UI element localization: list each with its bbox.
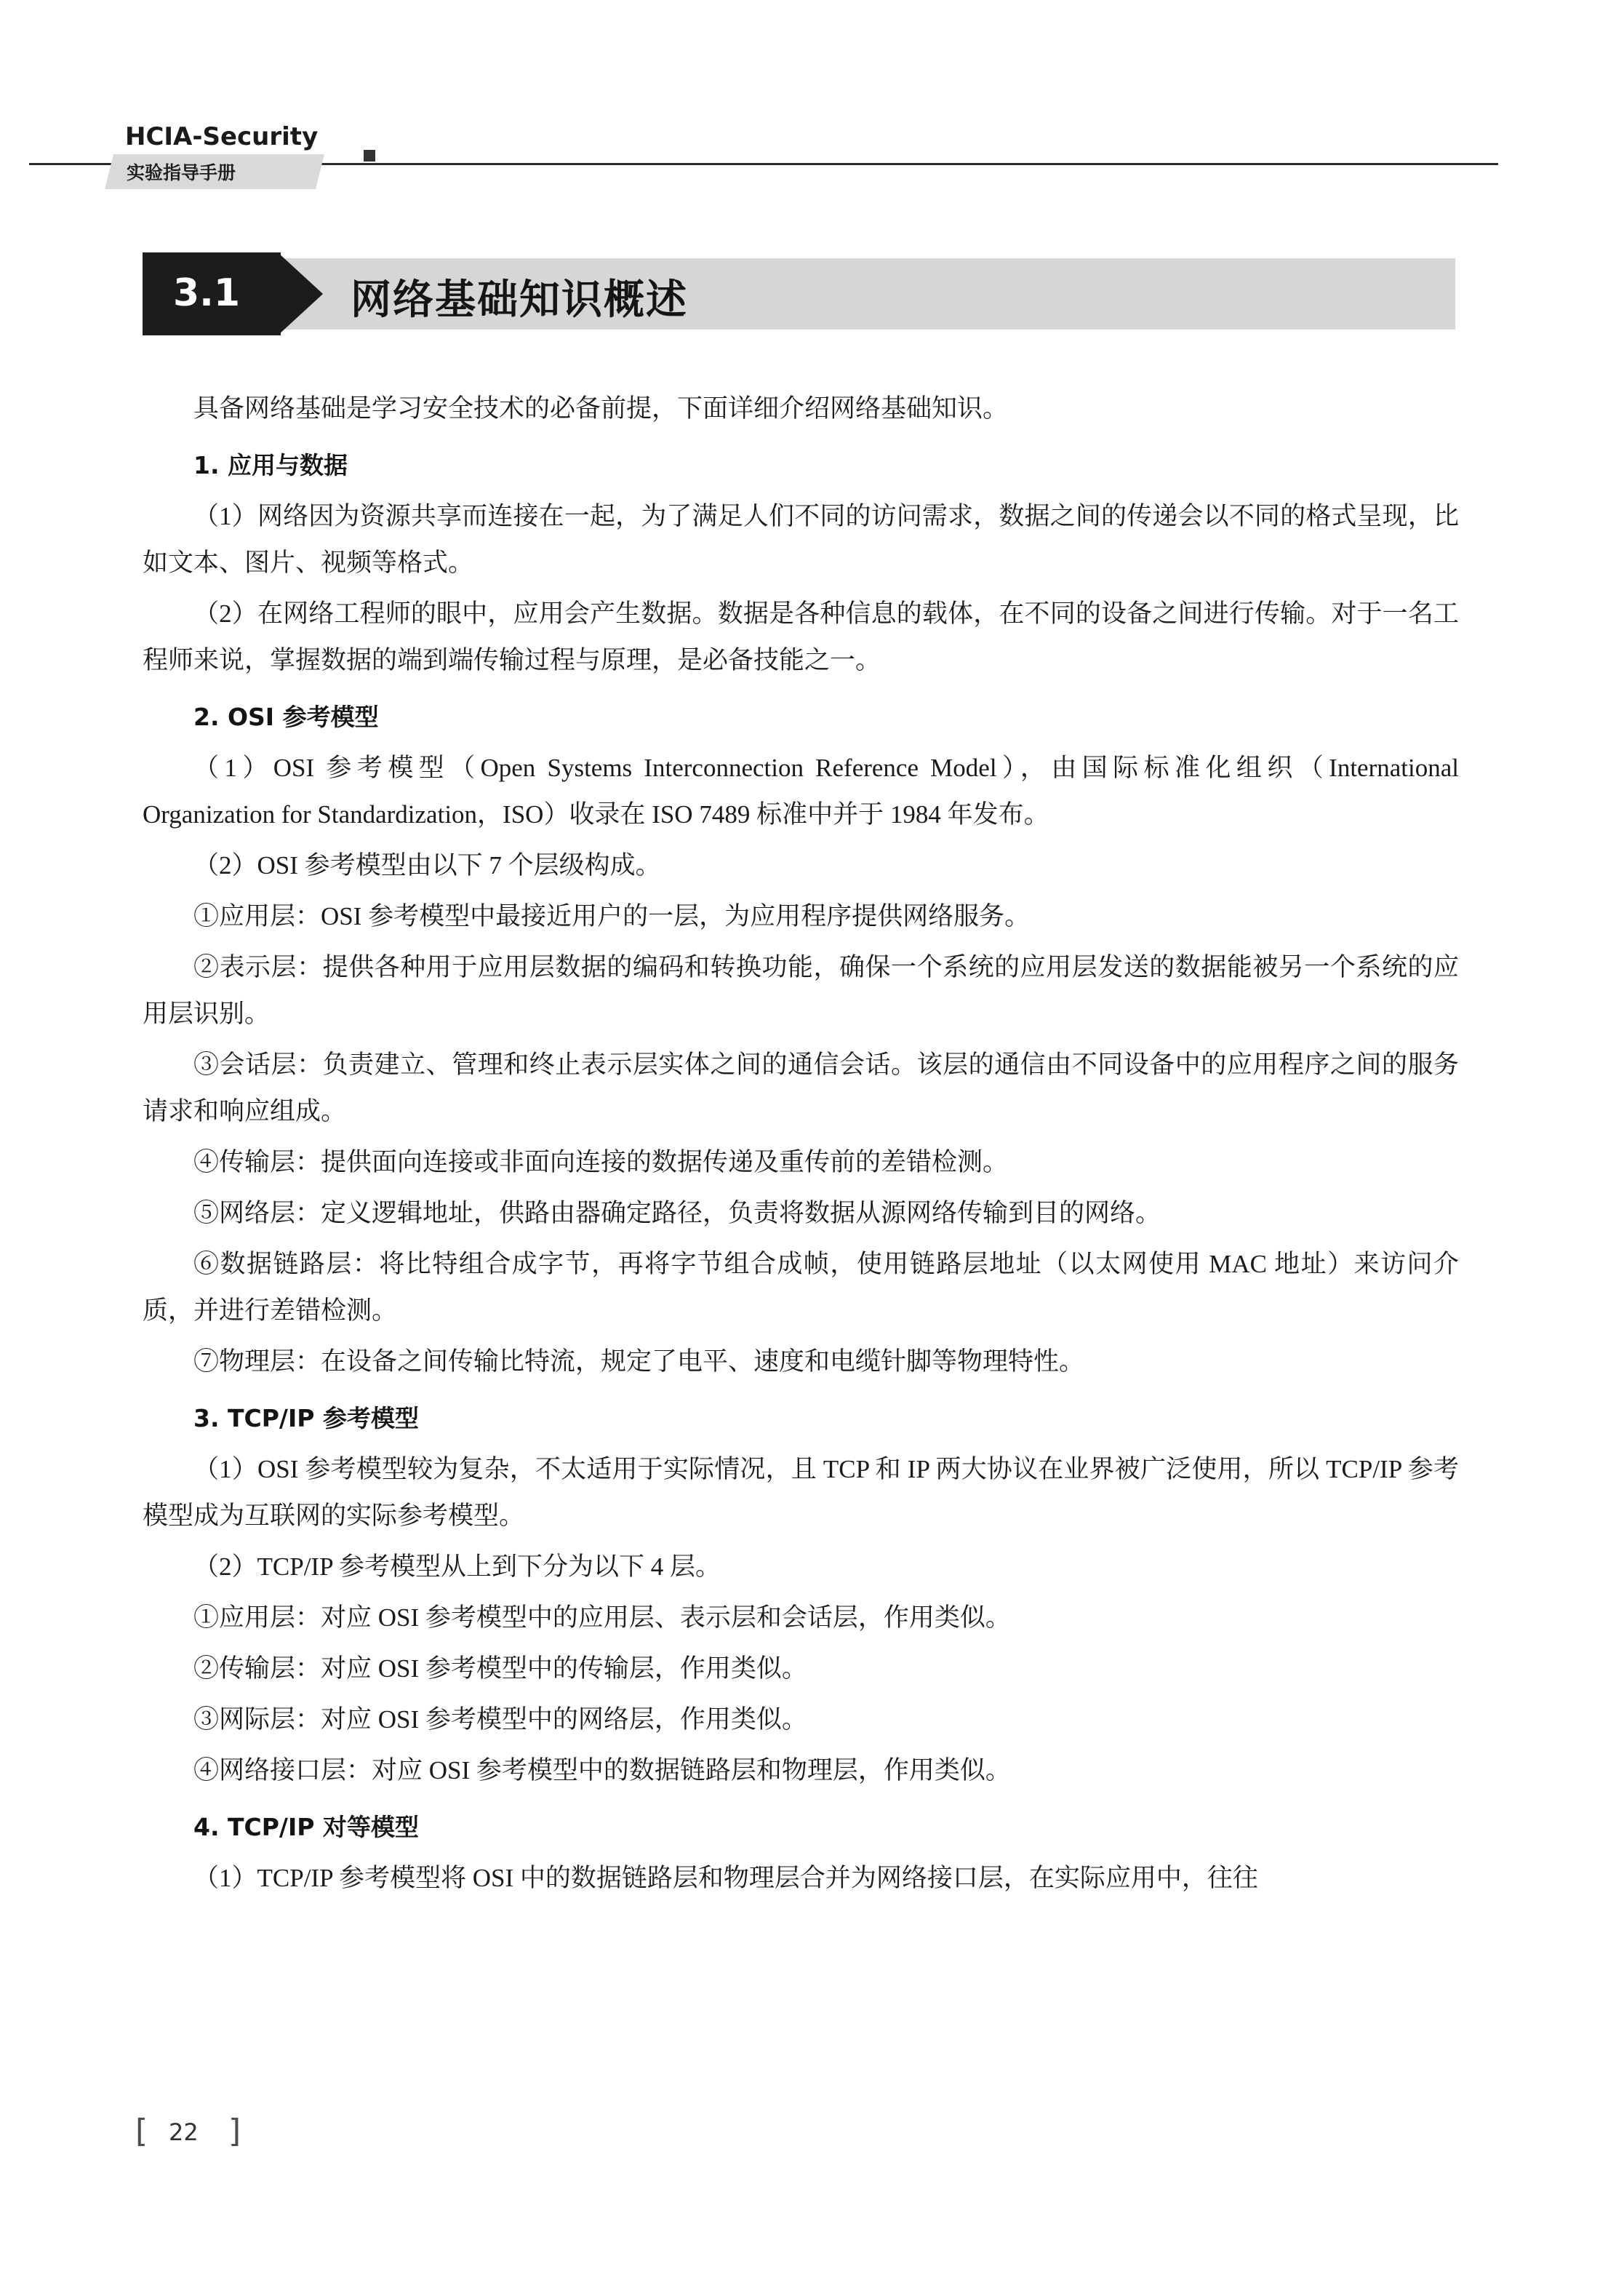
paragraph: （1）OSI 参考模型较为复杂，不太适用于实际情况，且 TCP 和 IP 两大协议在业界被广泛使用，所以 TCP/IP 参考模型成为互联网的实际参考模型。 [143,1455,1459,1530]
footer-bracket-left: [ [135,2113,148,2150]
paragraph: ⑥数据链路层：将比特组合成字节，再将字节组合成帧，使用链路层地址（以太网使用 MAC 地址）来访问介质，并进行差错检测。 [143,1250,1459,1325]
subsection-heading-4: 4. TCP/IP 对等模型 [193,1813,419,1841]
page-footer [135,2110,353,2161]
paragraph: ④传输层：提供面向连接或非面向连接的数据传递及重传前的差错检测。 [193,1148,1009,1176]
paragraph: （1）OSI 参考模型（Open Systems Interconnection Reference Model），由国际标准化组织（International Organization for Standardization，ISO）收录在 ISO 7489 标准中并于 1984 年发布。 [143,754,1459,829]
footer-bracket-right: ] [228,2113,241,2150]
paragraph: （2）OSI 参考模型由以下 7 个层级构成。 [193,851,661,880]
page-content [143,386,1459,1902]
paragraph: ②传输层：对应 OSI 参考模型中的传输层，作用类似。 [193,1654,807,1683]
header-brand-title: HCIA-Security [125,122,319,151]
header-marker-square [364,150,375,161]
subsection-heading-1: 1. 应用与数据 [193,451,348,479]
page-header [0,122,1624,183]
paragraph: ①应用层：OSI 参考模型中最接近用户的一层，为应用程序提供网络服务。 [193,902,1031,930]
paragraph: （1）网络因为资源共享而连接在一起，为了满足人们不同的访问需求，数据之间的传递会以不同的格式呈现，比如文本、图片、视频等格式。 [143,502,1459,577]
paragraph: ⑦物理层：在设备之间传输比特流，规定了电平、速度和电缆针脚等物理特性。 [193,1347,1085,1376]
paragraph: ③网际层：对应 OSI 参考模型中的网络层，作用类似。 [193,1705,807,1734]
paragraph: （1）TCP/IP 参考模型将 OSI 中的数据链路层和物理层合并为网络接口层，在实际应用中，往往 [193,1864,1258,1892]
paragraph: （2）TCP/IP 参考模型从上到下分为以下 4 层。 [193,1552,721,1581]
section-number-badge [143,252,324,335]
section-title: 网络基础知识概述 [351,276,688,324]
paragraph: ①应用层：对应 OSI 参考模型中的应用层、表示层和会话层，作用类似。 [193,1603,1011,1632]
paragraph: （2）在网络工程师的眼中，应用会产生数据。数据是各种信息的载体，在不同的设备之间进行传输。对于一名工程师来说，掌握数据的端到端传输过程与原理，是必备技能之一。 [143,599,1459,674]
section-title-bar [143,258,1455,330]
header-subtitle: 实验指导手册 [127,162,236,183]
subsection-heading-3: 3. TCP/IP 参考模型 [193,1404,419,1432]
intro-paragraph: 具备网络基础是学习安全技术的必备前提，下面详细介绍网络基础知识。 [193,394,1009,423]
section-number-arrow-icon [278,252,323,335]
paragraph: ③会话层：负责建立、管理和终止表示层实体之间的通信会话。该层的通信由不同设备中的应用程序之间的服务请求和响应组成。 [143,1050,1459,1125]
header-brand-tab [109,122,349,204]
paragraph: ④网络接口层：对应 OSI 参考模型中的数据链路层和物理层，作用类似。 [193,1756,1011,1785]
paragraph: ②表示层：提供各种用于应用层数据的编码和转换功能，确保一个系统的应用层发送的数据能被另一个系统的应用层识别。 [143,953,1459,1028]
paragraph: ⑤网络层：定义逻辑地址，供路由器确定路径，负责将数据从源网络传输到目的网络。 [193,1199,1161,1227]
section-number-label: 3.1 [173,271,241,315]
page-number: 22 [169,2118,199,2146]
subsection-heading-2: 2. OSI 参考模型 [193,703,379,731]
